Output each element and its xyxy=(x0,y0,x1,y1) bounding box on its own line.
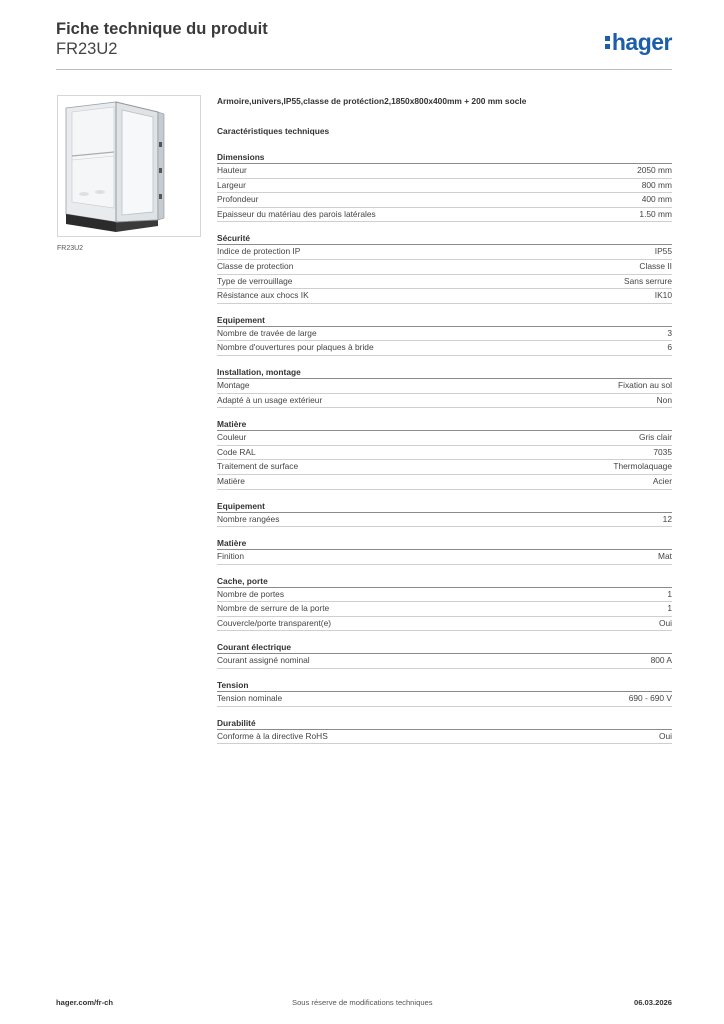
spec-label: Type de verrouillage xyxy=(217,275,293,286)
page-header xyxy=(56,20,672,70)
spec-label: Conforme à la directive RoHS xyxy=(217,730,328,741)
spec-row xyxy=(217,394,672,409)
spec-value: Oui xyxy=(658,617,672,628)
spec-value: 12 xyxy=(662,513,672,524)
spec-value: Classe II xyxy=(639,260,672,271)
spec-label: Code RAL xyxy=(217,446,256,457)
spec-row xyxy=(217,179,672,194)
product-specs xyxy=(217,96,672,754)
spec-value: 3 xyxy=(667,327,672,338)
spec-value: 1 xyxy=(667,603,672,614)
spec-row xyxy=(217,475,672,490)
spec-group xyxy=(217,575,672,632)
spec-value: 1 xyxy=(667,588,672,599)
spec-label: Montage xyxy=(217,379,250,390)
section-title: Caractéristiques techniques xyxy=(217,126,330,136)
spec-value: Mat xyxy=(658,551,672,562)
spec-label: Finition xyxy=(217,551,244,562)
spec-label: Courant assigné nominal xyxy=(217,655,310,666)
spec-groups xyxy=(217,151,672,744)
spec-group xyxy=(217,151,672,222)
spec-label: Nombre de travée de large xyxy=(217,327,317,338)
spec-group-title: Matière xyxy=(217,537,672,550)
hager-logo xyxy=(605,29,672,56)
spec-label: Nombre rangées xyxy=(217,513,280,524)
spec-group xyxy=(217,641,672,669)
spec-row xyxy=(217,193,672,208)
spec-group xyxy=(217,679,672,707)
spec-row xyxy=(217,379,672,394)
spec-label: Couleur xyxy=(217,432,247,443)
spec-row xyxy=(217,327,672,342)
spec-group xyxy=(217,418,672,489)
cabinet-illustration-icon xyxy=(58,96,200,236)
footer-website[interactable]: hager.com/fr-ch xyxy=(56,998,113,1007)
spec-label: Hauteur xyxy=(217,165,247,175)
footer-notice: Sous réserve de modifications techniques xyxy=(292,998,433,1007)
spec-group-title: Courant électrique xyxy=(217,641,672,654)
spec-row xyxy=(217,260,672,275)
spec-label: Nombre de portes xyxy=(217,588,285,599)
spec-group-title: Tension xyxy=(217,679,672,692)
spec-row xyxy=(217,460,672,475)
spec-row xyxy=(217,692,672,707)
spec-value: 7035 xyxy=(653,446,672,457)
spec-value: Thermolaquage xyxy=(613,461,672,472)
spec-row xyxy=(217,341,672,356)
spec-value: 800 A xyxy=(650,655,672,666)
logo-text: hager xyxy=(611,29,672,55)
spec-row xyxy=(217,588,672,603)
image-caption: FR23U2 xyxy=(57,245,84,252)
product-reference: FR23U2 xyxy=(56,40,118,58)
header-divider xyxy=(56,69,672,70)
spec-row xyxy=(217,446,672,461)
spec-label: Nombre de serrure de la porte xyxy=(217,603,330,614)
spec-row xyxy=(217,208,672,223)
spec-row xyxy=(217,654,672,669)
spec-row xyxy=(217,730,672,745)
spec-value: Acier xyxy=(652,475,672,486)
spec-value: IK10 xyxy=(654,290,672,301)
spec-label: Largeur xyxy=(217,179,246,190)
spec-label: Nombre d'ouvertures pour plaques à bride xyxy=(217,342,374,353)
spec-row xyxy=(217,275,672,290)
spec-group-title: Installation, montage xyxy=(217,366,672,379)
spec-group-title: Dimensions xyxy=(217,151,672,164)
spec-row xyxy=(217,289,672,304)
spec-value: Gris clair xyxy=(638,432,672,443)
spec-value: 400 mm xyxy=(641,194,672,205)
spec-value: 6 xyxy=(667,342,672,353)
spec-label: Indice de protection IP xyxy=(217,246,301,257)
spec-row xyxy=(217,602,672,617)
spec-group xyxy=(217,537,672,565)
spec-value: Oui xyxy=(658,730,672,741)
spec-label: Adapté à un usage extérieur xyxy=(217,394,323,405)
spec-label: Classe de protection xyxy=(217,260,294,271)
spec-group xyxy=(217,500,672,528)
spec-label: Epaisseur du matériau des parois latérales xyxy=(217,208,376,219)
spec-value: 800 mm xyxy=(641,179,672,190)
spec-value: Non xyxy=(656,394,672,405)
spec-value: Fixation au sol xyxy=(618,379,672,390)
spec-value: 1.50 mm xyxy=(639,208,672,219)
logo-mark-icon xyxy=(605,35,610,51)
spec-group-title: Durabilité xyxy=(217,717,672,730)
spec-row xyxy=(217,513,672,528)
spec-label: Résistance aux chocs IK xyxy=(217,290,309,301)
spec-group-title: Equipement xyxy=(217,500,672,513)
page-title: Fiche technique du produit xyxy=(56,20,268,38)
spec-label: Traitement de surface xyxy=(217,461,299,472)
product-description: Armoire,univers,IP55,classe de protéction2,1850x800x400mm + 200 mm socle xyxy=(217,96,527,106)
spec-label: Couvercle/porte transparent(e) xyxy=(217,617,332,628)
spec-label: Profondeur xyxy=(217,194,259,205)
spec-group xyxy=(217,314,672,356)
spec-row xyxy=(217,431,672,446)
spec-group-title: Cache, porte xyxy=(217,575,672,588)
spec-value: 690 - 690 V xyxy=(628,693,672,704)
spec-group-title: Sécurité xyxy=(217,232,672,245)
spec-row xyxy=(217,164,672,179)
spec-value: Sans serrure xyxy=(624,275,672,286)
spec-label: Matière xyxy=(217,475,245,486)
spec-row xyxy=(217,550,672,565)
spec-label: Tension nominale xyxy=(217,693,283,704)
spec-row xyxy=(217,245,672,260)
spec-group-title: Matière xyxy=(217,418,672,431)
product-image xyxy=(57,95,201,237)
spec-row xyxy=(217,617,672,632)
spec-group-title: Equipement xyxy=(217,314,672,327)
footer-date: 06.03.2026 xyxy=(633,998,672,1007)
spec-group xyxy=(217,717,672,745)
spec-group xyxy=(217,232,672,303)
spec-value: 2050 mm xyxy=(637,165,672,175)
spec-group xyxy=(217,366,672,408)
spec-value: IP55 xyxy=(654,246,672,257)
